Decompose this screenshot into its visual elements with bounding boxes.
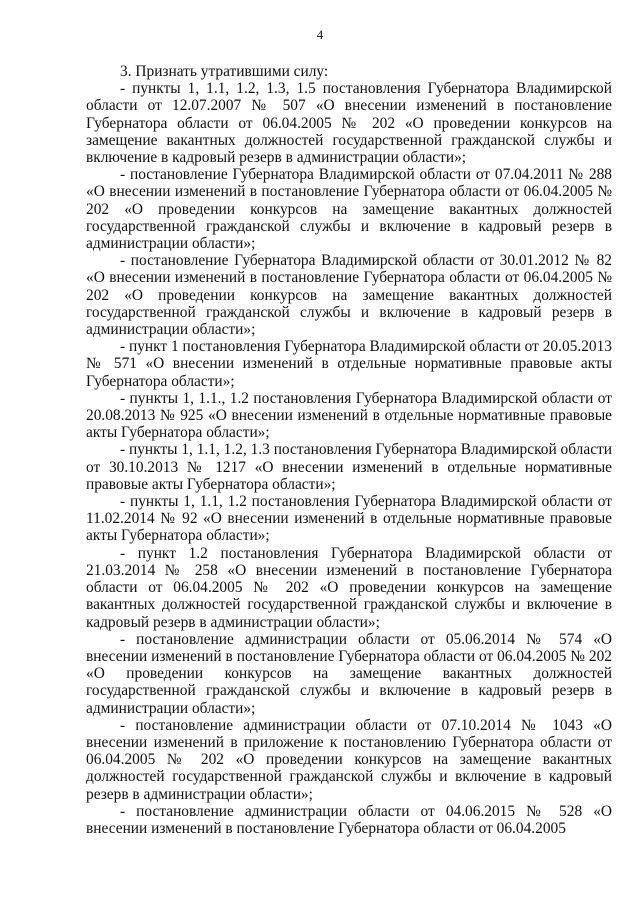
document-body [86, 63, 612, 837]
repealed-item: - пункты 1, 1.1, 1.2, 1.3, 1.5 постановления Губернатора Владимирской области от 12.07.2007 № 507 «О внесении изменений в постановление Губернатора области от 06.04.2005 № 202 «О проведении конкурсов на замещение вакантных должностей государственной гражданской службы и включение в кадровый резерв в администрации области»; [86, 80, 612, 167]
repealed-item: - пункт 1 постановления Губернатора Владимирской области от 20.05.2013 № 571 «О внесении изменений в отдельные нормативные правовые акты Губернатора области»; [86, 338, 612, 390]
repealed-item: - постановление Губернатора Владимирской области от 07.04.2011 № 288 «О внесении изменений в постановление Губернатора области от 06.04.2005 № 202 «О проведении конкурсов на замещение вакантных должностей государственной гражданской службы и включение в кадровый резерв в администрации области»; [86, 166, 612, 253]
repealed-item: - пункты 1, 1.1, 1.2 постановления Губернатора Владимирской области от 11.02.2014 № 92 «О внесении изменений в отдельные нормативные правовые акты Губернатора области»; [86, 493, 612, 545]
repealed-item: - постановление администрации области от 04.06.2015 № 528 «О внесении изменений в постановление Губернатора области от 06.04.2005 [86, 802, 612, 837]
repealed-item: - пункты 1, 1.1., 1.2 постановления Губернатора Владимирской области от 20.08.2013 № 925 «О внесении изменений в отдельные нормативные правовые акты Губернатора области»; [86, 389, 612, 442]
repealed-item: - постановление администрации области от 05.06.2014 № 574 «О внесении изменений в постановление Губернатора области от 06.04.2005 № 202 «О проведении конкурсов на замещение вакантных должностей государственной гражданской службы и включение в кадровый резерв в администрации области»; [86, 630, 612, 717]
repealed-item: - пункты 1, 1.1, 1.2, 1.3 постановления Губернатора Владимирской области от 30.10.2013 № 1217 «О внесении изменений в отдельные нормативные правовые акты Губернатора области»; [86, 441, 612, 493]
page-number: 4 [316, 27, 324, 42]
section-heading: 3. Признать утратившими силу: [120, 63, 329, 80]
repealed-item: - постановление Губернатора Владимирской области от 30.01.2012 № 82 «О внесении изменений в постановление Губернатора области от 06.04.2005 № 202 «О проведении конкурсов на замещение вакантных должностей государственной гражданской службы и включение в кадровый резерв в администрации области»; [86, 252, 612, 339]
repealed-item: - пункт 1.2 постановления Губернатора Владимирской области от 21.03.2014 № 258 «О внесении изменений в постановление Губернатора области от 06.04.2005 № 202 «О проведении конкурсов на замещение вакантных должностей государственной гражданской службы и включение в кадровый резерв в администрации области»; [86, 544, 612, 631]
repealed-item: - постановление администрации области от 07.10.2014 № 1043 «О внесении изменений в приложение к постановлению Губернатора области от 06.04.2005 № 202 «О проведении конкурсов на замещение вакантных должностей государственной гражданской службы и включение в кадровый резерв в администрации области»; [86, 716, 612, 803]
